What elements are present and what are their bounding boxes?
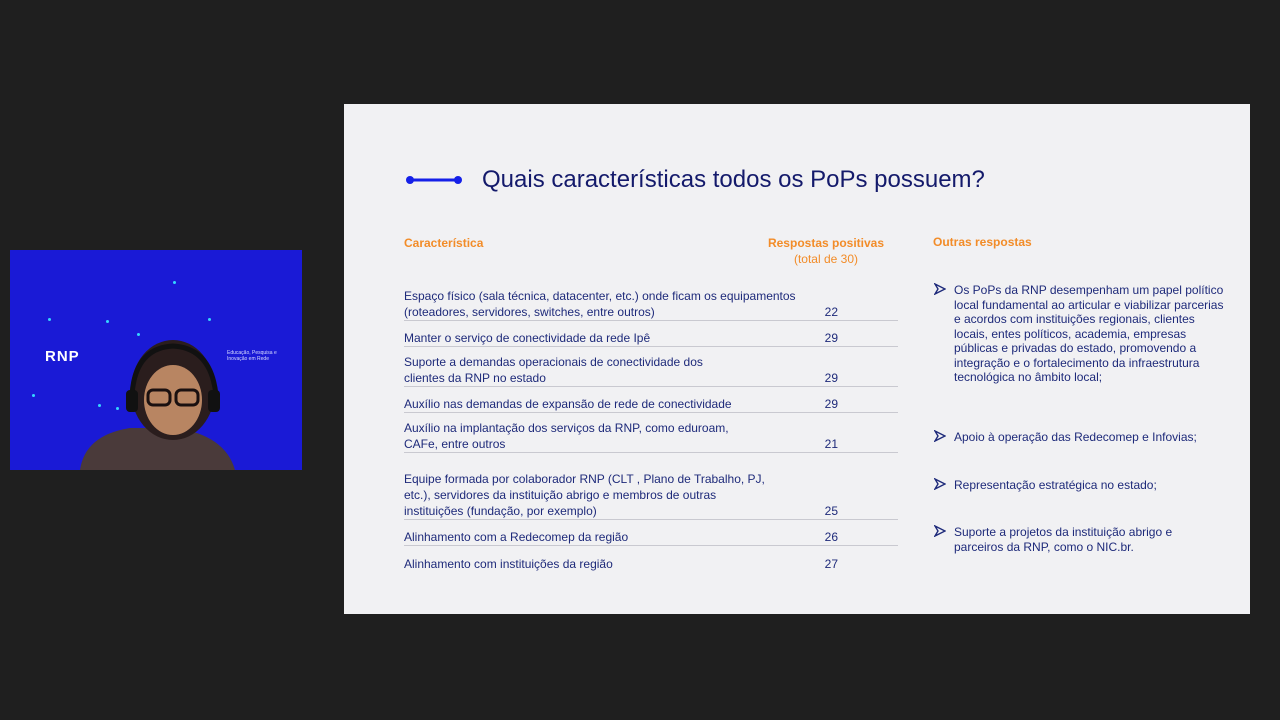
other-response-text: Suporte a projetos da instituição abrigo e parceiros da RNP, como o NIC.br. [954, 525, 1173, 554]
row-value: 29 [824, 397, 838, 411]
row-label: Espaço físico (sala técnica, datacenter, etc.) onde ficam os equipamentos (roteadores, servidores, switches, entre outros) [404, 289, 796, 319]
row-value: 29 [824, 371, 838, 385]
table-row [404, 420, 898, 453]
row-value: 29 [824, 331, 838, 345]
other-response-item [934, 283, 1224, 385]
participant-person-image [10, 250, 302, 470]
row-value: 27 [824, 557, 838, 571]
presentation-slide [344, 104, 1250, 614]
table-row [404, 330, 898, 347]
other-response-text: Apoio à operação das Redecomep e Infovias; [954, 430, 1197, 444]
row-label: Manter o serviço de conectividade da rede Ipê [404, 331, 651, 345]
row-label: Auxílio na implantação dos serviços da RNP, como eduroam, CAFe, entre outros [404, 421, 729, 451]
header-other-responses: Outras respostas [933, 235, 1032, 249]
rnp-tagline: Educação, Pesquisa e Inovação em Rede [227, 350, 277, 362]
header-characteristic: Característica [404, 236, 484, 250]
header-positive-total: (total de 30) [793, 252, 859, 266]
other-response-text: Os PoPs da RNP desempenham um papel político local fundamental ao articular e viabilizar parcerias e acordos com instituições regionais, clientes locais, entes políticos, academia, empresas públicas e privadas do estado, promovendo a integração e o fortalecimento da infraestrutura tecnológica no âmbito local; [954, 283, 1224, 384]
table-row [404, 288, 898, 321]
arrow-bullet-icon [934, 430, 946, 442]
arrow-bullet-icon [934, 283, 946, 295]
row-value: 22 [824, 305, 838, 319]
row-value: 26 [824, 530, 838, 544]
row-value: 21 [824, 437, 838, 451]
title-accent-bar-icon [406, 176, 462, 184]
rnp-logo: RNP [45, 348, 80, 365]
table-row [404, 354, 898, 387]
arrow-bullet-icon [934, 525, 946, 537]
row-value: 25 [824, 504, 838, 518]
row-label: Alinhamento com instituições da região [404, 557, 613, 571]
table-row [404, 556, 898, 572]
table-row [404, 471, 898, 520]
other-response-item [934, 478, 1224, 493]
other-response-item [934, 525, 1224, 554]
table-row [404, 529, 898, 546]
row-label: Suporte a demandas operacionais de conectividade dos clientes da RNP no estado [404, 355, 703, 385]
row-label: Alinhamento com a Redecomep da região [404, 530, 629, 544]
other-response-item [934, 430, 1224, 445]
slide-title: Quais características todos os PoPs possuem? [482, 166, 985, 193]
participant-video-tile[interactable] [10, 250, 302, 470]
table-row [404, 396, 898, 413]
row-label: Equipe formada por colaborador RNP (CLT , Plano de Trabalho, PJ, etc.), servidores da instituição abrigo e membros de outras instituições (fundação, por exemplo) [404, 472, 765, 518]
row-label: Auxílio nas demandas de expansão de rede de conectividade [404, 397, 732, 411]
other-response-text: Representação estratégica no estado; [954, 478, 1157, 492]
header-positive-responses: Respostas positivas [767, 236, 885, 250]
arrow-bullet-icon [934, 478, 946, 490]
